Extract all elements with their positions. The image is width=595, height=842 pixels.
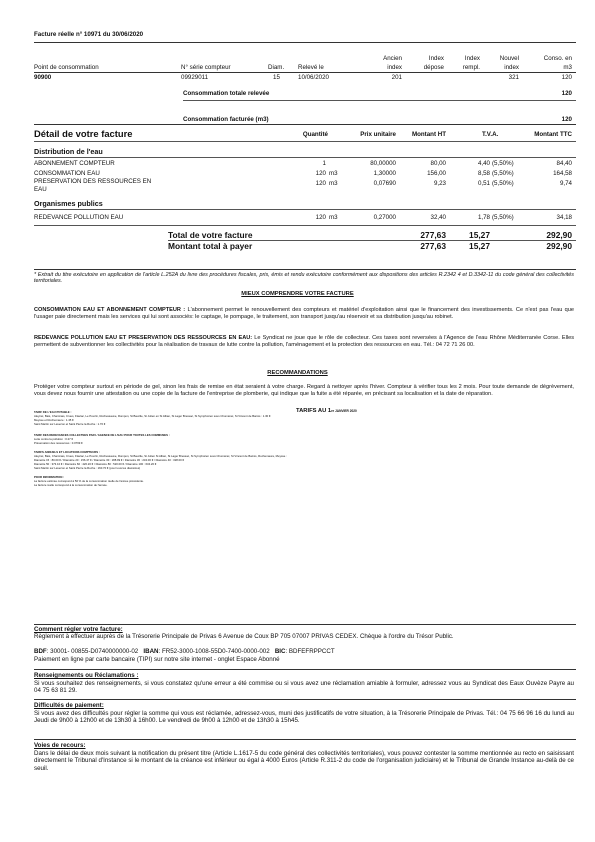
- line-ttc: 9,74: [559, 180, 572, 187]
- recours-divider: [34, 739, 576, 740]
- line-label: PRESERVATION DES RESSOURCES EN: [34, 178, 152, 185]
- regler-divider: [34, 624, 576, 625]
- line-label: REDEVANCE POLLUTION EAU: [34, 214, 124, 221]
- tarif-loc-line-3: Diamètre 50 : 373.10 € / Diamètre 60 : 420.20 € / Diamètre 80 : 520.00 € / Diamètre 100 : 634.20 €: [34, 462, 157, 466]
- tarif-redev-line-2: Préservation des ressources : 0.0769 €: [34, 441, 83, 445]
- line-qty: 120: [315, 170, 326, 177]
- line-ttc: 84,40: [556, 160, 572, 167]
- iban-label: IBAN: [143, 648, 159, 655]
- header-diam: Diam.: [268, 64, 285, 71]
- header-index-dep-2: dépose: [423, 64, 444, 71]
- header-ht: Montant HT: [411, 131, 446, 138]
- header-conso-1: Conso. en: [543, 55, 572, 62]
- section-title-distribution: Distribution de l'eau: [34, 147, 103, 156]
- redevance-paragraph-heading: REDEVANCE POLLUTION EAU ET PRESERVATION DES RESSOURCES EN EAU:: [34, 335, 253, 341]
- header-nouvel-2: index: [504, 64, 519, 71]
- conso-paragraph-heading: CONSOMMATION EAU ET ABONNEMENT COMPTEUR :: [34, 307, 186, 313]
- line-rate: (5,50%): [492, 180, 514, 187]
- tarif-loc-line-2: Diamètre 15 : 80.00 € / Diamètre 20 : 156.47 € / Diamètre 30 : 188.99 € / Diamètre 30 : 234.00 € / Diamètre 40 : 328.00 €: [34, 458, 185, 462]
- tarif-loc-line-1: Aleyrac, Bais, Chaminas, Crues, Flaviac, Le Pouzin, Rochessauve, Rompon, St Bauzile, St Julien St Alban, St Lager Bressac, St Symphorien sous Chomérac, St Vincent de Barrès, Rochemaure, Meysse :: [34, 454, 287, 458]
- total-tva: 15,27: [469, 230, 490, 240]
- meter-row-ancien: 201: [391, 74, 402, 81]
- tarif-redev-line-1: Lutte contre la pollution : 0.27 €: [34, 437, 74, 441]
- renseignements-title: Renseignements ou Réclamations :: [34, 672, 139, 679]
- difficultes-text: Si vous avez des difficultés pour régler la somme qui vous est réclamée, adressez-vous, muni des justificatifs de votre situation, à la Trésorerie Principale de Privas. Tél.: 04 75 66 96 16 du lundi au Jeudi de 9h00 à 12h00 et de 13h30 à 16h00. Le vendredi de 9h00 à 12h00 et de 13h30 à 15h45.: [34, 710, 574, 725]
- line-ttc: 34,18: [556, 214, 572, 221]
- total-facturee-label: Consommation facturée (m3): [183, 116, 269, 123]
- tarif-eau-line-3: Saint Martin sur Lavezon et Saint Pierre la Roche : 1.70 €: [34, 422, 106, 426]
- difficultes-divider: [34, 699, 576, 700]
- line-ht: 9,23: [433, 180, 446, 187]
- bdf-value: : 30001- 00855-D0740000000-02: [46, 648, 139, 655]
- meter-row-serie: 09929011: [181, 74, 209, 81]
- detail-bottom-divider: [34, 225, 576, 226]
- regler-line-3: Paiement en ligne par carte bancaire (TIPI) sur notre site internet - onglet Espace Abonné: [34, 656, 280, 663]
- total-releve-label: Consommation totale relevée: [183, 90, 270, 97]
- line-qty: 120: [315, 214, 326, 221]
- recours-text: Dans le délai de deux mois suivant la notification du présent titre (Article L.1617-5 du code général des collectivités territoriales), vous pouvez contester la somme mentionnée au recto en saisissant directement le Tribunal d'Instance si le montant de la créance est inférieur ou égal à 4000 Euros (Article R.311-2 du code de l'organisation judiciaire) et le Tribunal de Grande Instance au-delà de ce seuil.: [34, 750, 574, 772]
- header-ttc: Montant TTC: [534, 131, 572, 138]
- total-releve-value: 120: [561, 90, 572, 97]
- reco-paragraph: Protéger votre compteur surtout en période de gel, sinon les frais de remise en état seraient à votre charge. Regard à nettoyer après l'hiver. Compteur à vérifier tous les 2 mois. Pour toute demande de dégrèvement, vous devez nous fournir une attestation ou une copie de la facture de l'entreprise de plomberie, qui indique que la fuite a été réparée, en précisant sa localisation et la date de réparation.: [34, 384, 574, 397]
- footnote: * Extrait du titre exécutoire en application de l'article L.252A du livre des procédures fiscales, pris, émis et rendu exécutoire conformément aux dispositions des articles R.2342 4 et D.3342-11 du code général des collectivités territoriales.: [34, 272, 574, 285]
- header-ancien-1: Ancien: [383, 55, 402, 62]
- meter-row-diam: 15: [273, 74, 280, 81]
- renseignements-text: Si vous souhaitez des renseignements, si vous constatez qu'une erreur a été commise ou si vous avez une réclamation amiable à formuler, adressez vous au Syndicat des Eaux Ouvèze Payre au 04 75 63 81 29.: [34, 680, 574, 695]
- conso-paragraph: [34, 307, 574, 320]
- renseignements-divider: [34, 669, 576, 670]
- bank-details: [34, 648, 335, 655]
- detail-top-divider: [34, 124, 576, 125]
- header-point: Point de consommation: [34, 64, 99, 71]
- line-rate: (5,50%): [492, 160, 514, 167]
- invoice-title: Facture réelle n° 10971 du 30/06/2020: [34, 31, 144, 38]
- line-price: 0,27000: [373, 214, 396, 221]
- total-releve-divider: [183, 100, 576, 101]
- pay-ttc: 292,90: [546, 241, 572, 251]
- tarifs-title-sup: er JANVIER 2020: [331, 409, 357, 413]
- meter-row-point: 90900: [34, 74, 52, 81]
- total-ttc: 292,90: [546, 230, 572, 240]
- line-rate: (5,50%): [492, 170, 514, 177]
- header-nouvel-1: Nouvel: [499, 55, 519, 62]
- line-price: 0,07690: [373, 180, 396, 187]
- line-label: CONSOMMATION EAU: [34, 170, 100, 177]
- bic-value: : BDFEFRPPCCT: [285, 648, 335, 655]
- tarif-eau-line-2: Meysse et Rochemaure : 1.45 €: [34, 418, 74, 422]
- title-divider: [34, 42, 576, 43]
- tarif-info-line-2: La facture réelle correspond à la consommation de l'année.: [34, 483, 108, 487]
- header-conso-2: m3: [563, 64, 572, 71]
- meter-row-conso: 120: [561, 74, 572, 81]
- pay-tva: 15,27: [469, 241, 490, 251]
- header-tva: T.V.A.: [482, 131, 499, 138]
- line-tva: 4,40: [477, 160, 490, 167]
- tarif-loc-line-4: Saint Martin sur Lavezon et Saint Pierre la Roche : 160.70 € (pour tous les diamètres): [34, 466, 141, 470]
- header-index-dep-1: Index: [428, 55, 444, 62]
- regler-title: Comment régler votre facture:: [34, 626, 123, 633]
- total-ht: 277,63: [420, 230, 446, 240]
- meter-row-releve: 10/06/2020: [298, 74, 329, 81]
- section-divider-organismes: [34, 209, 576, 210]
- tarif-eau-title: TARIF DE L'EAU POTABLE :: [34, 410, 72, 414]
- total-label: Total de votre facture: [168, 230, 253, 240]
- pay-ht: 277,63: [420, 241, 446, 251]
- redevance-paragraph-text: Le Syndicat ne joue que le rôle de collecteur. Ces taxes sont reversées à l'Agence de l'eau Rhône Méditerranée Corse. Elles permettent de subventionner les collectivités pour la réalisation de travaux de lutte contre la pollution, l'aménagement et la protection des ressources en eau. Tél.: 04 72 71 26 00.: [34, 335, 574, 348]
- line-label: ABONNEMENT COMPTEUR: [34, 160, 115, 167]
- line-tva: 0,51: [477, 180, 490, 187]
- line-label-continued: EAU: [34, 186, 47, 193]
- conso-paragraph-text: L'abonnement permet le renouvellement des compteurs et matériel d'exploitation ainsi que le financement des investissements. Ce n'est pas l'eau que l'usager paie directement mais les services qui lui sont associés: le captage, le pompage, le traitement, son transport jusqu'au réservoir et sa distribution jusqu'au robinet.: [34, 307, 574, 320]
- detail-title: Détail de votre facture: [34, 128, 133, 139]
- recours-title: Voies de recours:: [34, 742, 86, 749]
- line-unit: m3: [329, 214, 338, 221]
- meter-header-divider: [34, 72, 576, 73]
- tarif-loc-title: TARIFS ANNUELS ET LOCATIONS COMPTEURS :: [34, 450, 100, 454]
- section-title-organismes: Organismes publics: [34, 199, 103, 208]
- line-unit: m3: [329, 170, 338, 177]
- line-price: 1,30000: [373, 170, 396, 177]
- redevance-paragraph: [34, 335, 574, 348]
- footnote-divider: [34, 269, 576, 270]
- detail-header-divider: [34, 141, 576, 142]
- line-qty: 120: [315, 180, 326, 187]
- header-index-rempl-1: Index: [464, 55, 480, 62]
- header-index-rempl-2: rempl.: [462, 64, 480, 71]
- header-prix: Prix unitaire: [360, 131, 396, 138]
- meter-row-nouvel: 321: [508, 74, 519, 81]
- line-ht: 156,00: [427, 170, 446, 177]
- section-divider-distribution: [34, 157, 576, 158]
- line-ttc: 164,58: [553, 170, 572, 177]
- line-unit: m3: [329, 180, 338, 187]
- line-tva: 8,58: [477, 170, 490, 177]
- mieux-title: MIEUX COMPRENDRE VOTRE FACTURE: [241, 291, 354, 297]
- line-qty: 1: [322, 160, 326, 167]
- line-ht: 80,00: [430, 160, 446, 167]
- line-price: 80,00000: [370, 160, 396, 167]
- header-ancien-2: index: [387, 64, 402, 71]
- tarif-eau-line-1: Aleyrac, Bais, Chaminas, Crues, Flaviac, Le Pouzin, Rochessauve, Rompon, St Bauzile, St Julien en St Alban, St Lager Bressac, St Symphorien sous Chomérac, St Vincent de Barrès : 1.30 €: [34, 414, 271, 418]
- regler-line-1: Règlement à effectuer auprès de la Trésorerie Principale de Privas 6 Avenue de Coux BP 705 07007 PRIVAS CEDEX. Chèque à l'ordre du Trésor Public.: [34, 633, 454, 640]
- bic-label: BIC: [274, 648, 286, 655]
- line-ht: 32,40: [430, 214, 446, 221]
- tarif-info-line-1: La facture estimée correspond à 50 % de la consommation réelle de l'année précédente.: [34, 479, 144, 483]
- pay-label: Montant total à payer: [168, 241, 253, 251]
- difficultes-title: Difficultés de paiement:: [34, 702, 104, 709]
- total-facturee-value: 120: [561, 116, 572, 123]
- tarif-redev-title: TARIF DES REDEVANCES COLLECTEES PAR L'AGENCE DE L'EAU POUR TOUTES LES COMMUNES :: [34, 433, 170, 437]
- header-quantite: Quantité: [302, 131, 328, 138]
- line-rate: (5,50%): [492, 214, 514, 221]
- header-releve: Relevé le: [298, 64, 324, 71]
- line-tva: 1,78: [477, 214, 490, 221]
- reco-title: RECOMMANDATIONS: [267, 370, 328, 376]
- tarif-info-title: POUR INFORMATION :: [34, 475, 65, 479]
- bdf-label: BDF: [34, 648, 47, 655]
- iban-value: : FR52-3000-1008-55D0-7400-0000-002: [158, 648, 270, 655]
- header-serie: N° série compteur: [181, 64, 231, 71]
- tarifs-title-text: TARIFS AU 1: [296, 408, 332, 414]
